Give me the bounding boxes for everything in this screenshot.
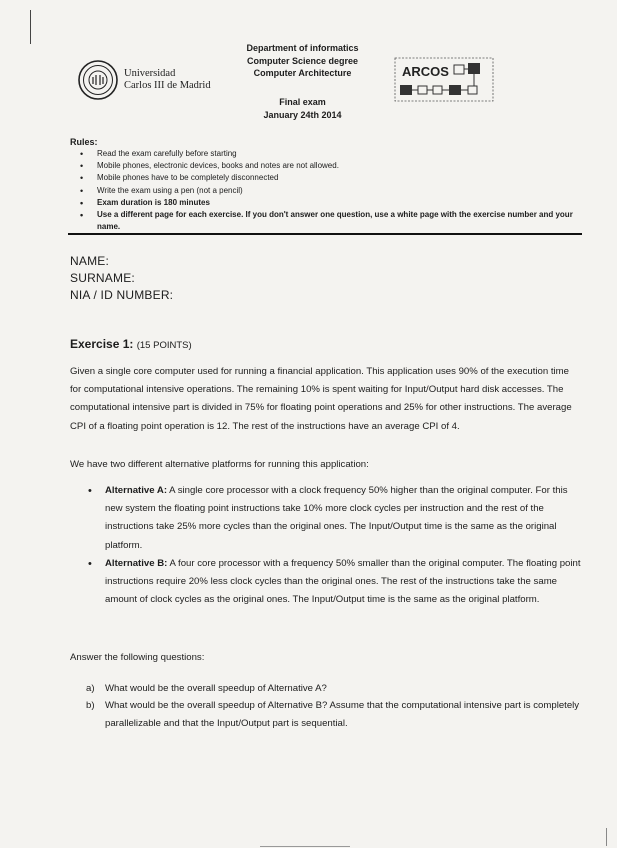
exam-info — [230, 96, 375, 121]
id-number-label: NIA / ID NUMBER: — [70, 288, 174, 302]
rule-item: • Use a different page for each exercise. If you don't answer one question, use a white page with the exercise number and your name. — [80, 209, 585, 233]
alternatives-list — [88, 482, 582, 609]
exam-date: January 24th 2014 — [263, 109, 342, 120]
university-logo — [78, 60, 218, 104]
name-label: NAME: — [70, 254, 110, 268]
exercise-title — [70, 337, 192, 351]
surname-label: SURNAME: — [70, 271, 135, 285]
alternative-label: Alternative A: — [105, 485, 168, 496]
department-line: Computer Architecture — [253, 68, 352, 78]
divider — [68, 233, 582, 235]
question-item — [86, 697, 582, 732]
answer-intro: Answer the following questions: — [70, 652, 205, 663]
scan-artifact — [260, 846, 350, 847]
rules-list — [80, 148, 585, 233]
rules-title: Rules: — [70, 137, 98, 147]
department-header — [200, 42, 405, 80]
student-identity — [70, 253, 173, 304]
alternative-text: A single core processor with a clock frequency 50% higher than the original computer. For this new system the floating point instructions take 10% more clock cycles per instruction and the rest of the instructions take 25% more cycles than the original ones. The Input/Output time is the same as the original platform. — [105, 485, 568, 551]
alternative-label: Alternative B: — [105, 557, 168, 569]
department-line: Computer Science degree — [246, 55, 359, 66]
arcos-logo-text: ARCOS — [402, 64, 449, 79]
scan-artifact — [606, 828, 607, 846]
alternative-item — [88, 555, 582, 610]
alternative-item — [88, 482, 582, 555]
question-label: a) — [86, 683, 95, 694]
university-seal-icon — [78, 60, 118, 100]
question-item — [86, 680, 582, 697]
exercise-points: (15 POINTS) — [136, 340, 192, 351]
rule-item: • Read the exam carefully before starting — [80, 148, 585, 160]
question-text: What would be the overall speedup of Alternative B? Assume that the computational intensive part is completely parallelizable and that the Input/Output part is sequential. — [105, 700, 580, 729]
exercise-statement: Given a single core computer used for running a financial application. This application uses 90% of the execution time for computational intensive operations. The remaining 10% is spent waiting for Input/Output hard disk accesses. The computational intensive part is divided in 75% for floating point operations and 25% for other instructions. The average CPI of a floating point operation is 12. The rest of the instructions have an average CPI of 4. — [70, 366, 572, 432]
rule-item: • Exam duration is 180 minutes — [80, 197, 585, 209]
department-line: Department of informatics — [246, 43, 359, 53]
questions-list — [86, 680, 582, 732]
rule-item: • Mobile phones have to be completely disconnected — [80, 172, 585, 184]
exercise-number: Exercise 1: — [70, 337, 134, 351]
exam-title: Final exam — [279, 97, 326, 107]
question-label: b) — [86, 700, 95, 712]
question-text: What would be the overall speedup of Alternative A? — [105, 683, 327, 694]
alternatives-intro: We have two different alternative platforms for running this application: — [70, 459, 369, 470]
rule-item: • Mobile phones, electronic devices, books and notes are not allowed. — [80, 160, 585, 172]
scan-artifact — [30, 10, 31, 44]
alternative-text: A four core processor with a frequency 50% smaller than the original computer. The floating point instructions require 20% less clock cycles than the original ones. The rest of the instructions take the same amount of clock cycles as the original ones. The Input/Output time is the same as the original platform. — [105, 557, 581, 606]
university-name: Universidad Carlos III de Madrid — [124, 68, 211, 91]
rule-item: • Write the exam using a pen (not a pencil) — [80, 185, 585, 197]
arcos-logo — [394, 57, 494, 102]
